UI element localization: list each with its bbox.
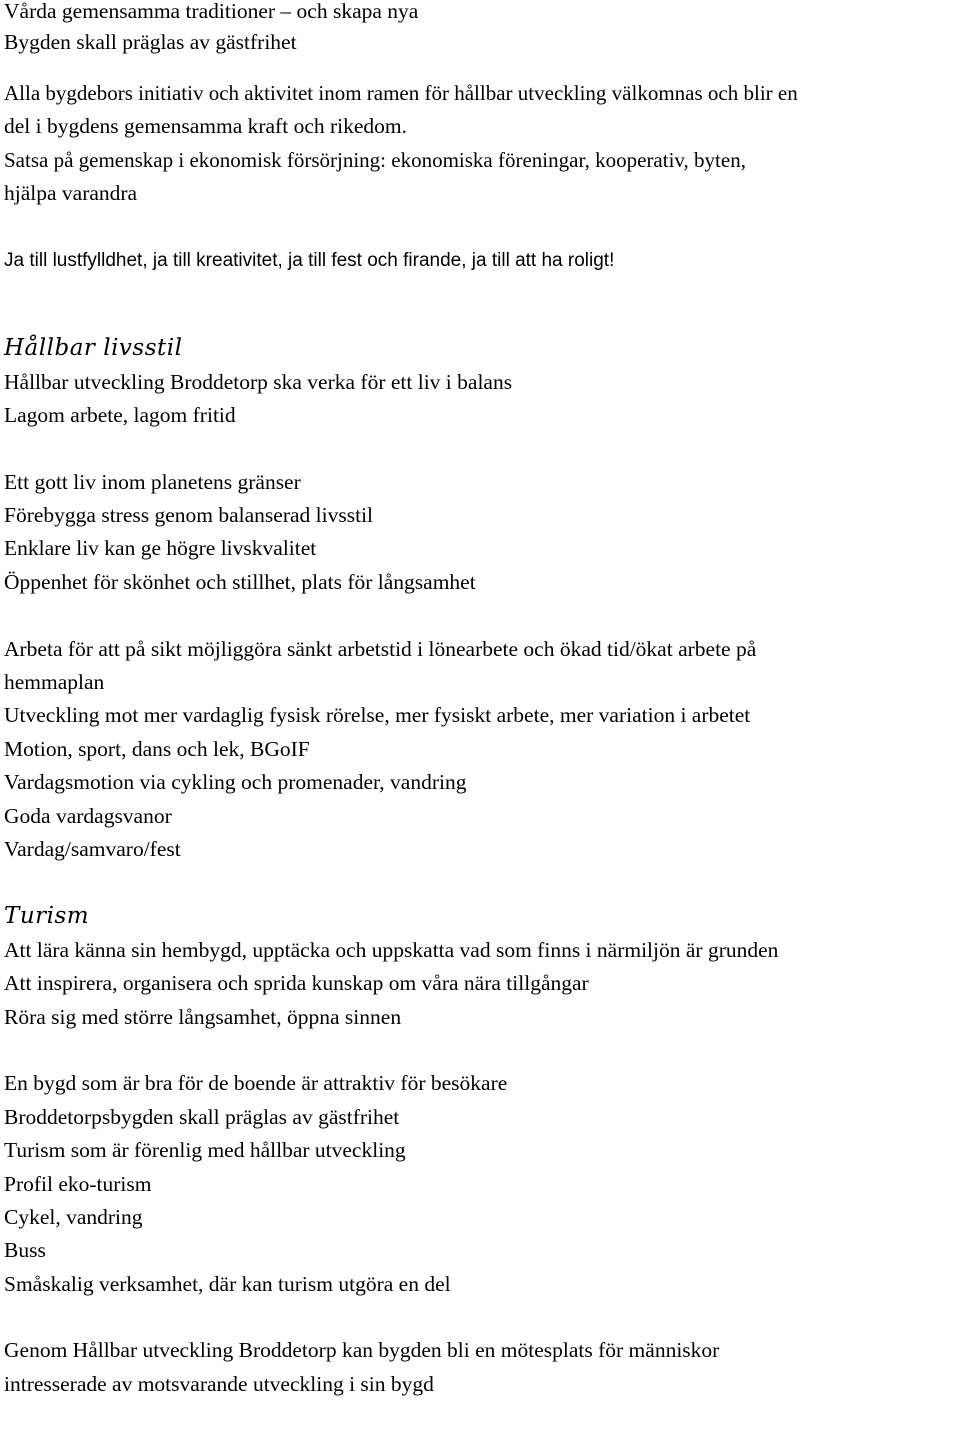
text-line: Broddetorpsbygden skall präglas av gästfrihet (4, 1104, 400, 1129)
text-line: Goda vardagsvanor (4, 803, 172, 828)
section-turism (4, 900, 956, 1401)
section-heading: Hållbar livsstil (4, 335, 183, 362)
text-line: Röra sig med större långsamhet, öppna sinnen (4, 1004, 402, 1029)
text-line: hemmaplan (4, 670, 105, 695)
text-line: Förebygga stress genom balanserad livsstil (4, 503, 374, 528)
text-line: Vardagsmotion via cykling och promenader, vandring (4, 770, 467, 795)
section-heading: Turism (4, 903, 90, 930)
text-line: Cykel, vandring (4, 1204, 143, 1229)
blank-line (4, 599, 956, 632)
text-line: Att inspirera, organisera och sprida kunskap om våra nära tillgångar (4, 971, 589, 996)
text-line: Småskalig verksamhet, där kan turism utgöra en del (4, 1271, 451, 1296)
text-line: Vårda gemensamma traditioner – och skapa nya (4, 0, 419, 23)
text-line: intresserade av motsvarande utveckling i sin bygd (4, 1371, 434, 1396)
text-line: En bygd som är bra för de boende är attraktiv för besökare (4, 1071, 508, 1096)
text-line: Ett gott liv inom planetens gränser (4, 469, 301, 494)
blank-line (4, 210, 956, 243)
section-hallbar-livsstil (4, 332, 956, 866)
text-line: Satsa på gemenskap i ekonomisk försörjning: ekonomiska föreningar, kooperativ, byten, (4, 147, 746, 172)
text-line: Alla bygdebors initiativ och aktivitet inom ramen för hållbar utveckling välkomnas och blir en (4, 80, 798, 105)
text-line: Bygden skall präglas av gästfrihet (4, 30, 297, 55)
blank-line (4, 432, 956, 465)
text-line: Enklare liv kan ge högre livskvalitet (4, 536, 317, 561)
text-line: Turism som är förenlig med hållbar utveckling (4, 1138, 406, 1163)
text-line: del i bygdens gemensamma kraft och rikedom. (4, 114, 408, 139)
text-line: Genom Hållbar utveckling Broddetorp kan bygden bli en mötesplats för människor (4, 1338, 720, 1363)
document-body (4, 0, 956, 1401)
text-line: hjälpa varandra (4, 180, 138, 205)
text-line: Lagom arbete, lagom fritid (4, 402, 236, 427)
blank-line (4, 1301, 956, 1334)
text-line: Buss (4, 1238, 46, 1263)
text-line: Profil eko-turism (4, 1171, 152, 1196)
text-line: Vardag/samvaro/fest (4, 836, 181, 861)
text-line: Att lära känna sin hembygd, upptäcka och uppskatta vad som finns i närmiljön är grunden (4, 937, 779, 962)
text-line: Motion, sport, dans och lek, BGoIF (4, 736, 310, 761)
blank-line (4, 60, 956, 77)
text-line: Ja till lustfylldhet, ja till kreativitet, ja till fest och firande, ja till att ha roligt! (4, 249, 615, 271)
text-line: Utveckling mot mer vardaglig fysisk rörelse, mer fysiskt arbete, mer variation i arbetet (4, 703, 751, 728)
text-line: Arbeta för att på sikt möjliggöra sänkt arbetstid i lönearbete och ökad tid/ökat arbete på (4, 636, 757, 661)
text-line: Öppenhet för skönhet och stillhet, plats för långsamhet (4, 569, 476, 594)
intro-block (4, 0, 956, 277)
blank-line (4, 1034, 956, 1067)
text-line: Hållbar utveckling Broddetorp ska verka för ett liv i balans (4, 369, 513, 394)
